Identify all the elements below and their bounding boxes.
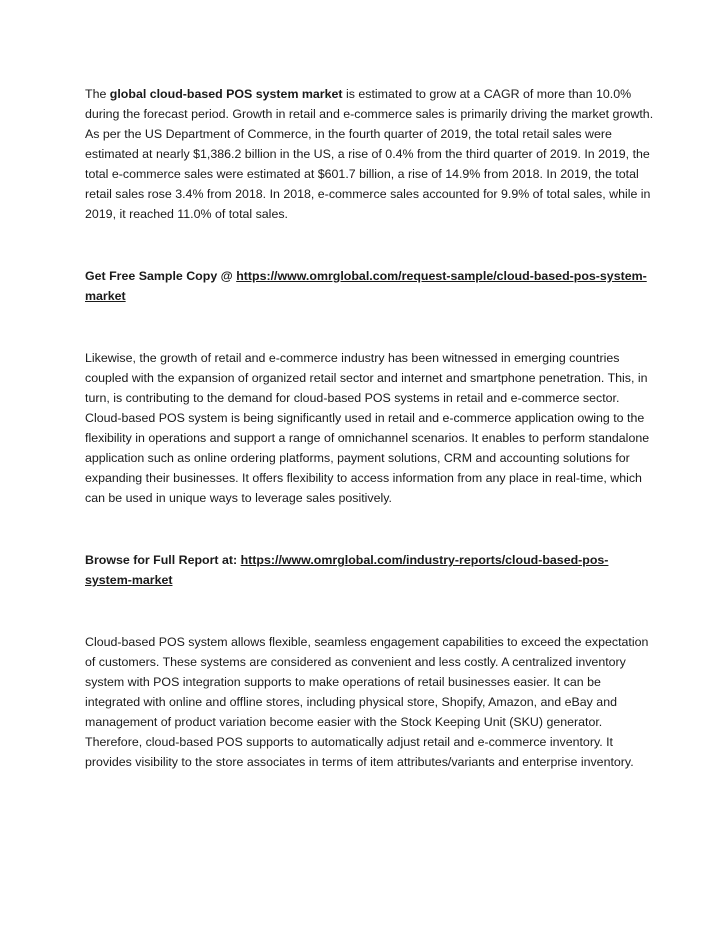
market-name-bold: global cloud-based POS system market	[109, 87, 343, 101]
intro-body: is estimated to grow at a CAGR of more than 10.0% during the forecast period. Growth in retail and e-commerce sales is primarily driving the market growth. As per the US Department of Commerce, in the fourth quarter of 2019, the total retail sales were estimated at nearly $1,386.2 billion in the US, a rise of 0.4% from the third quarter of 2019. In 2019, the total e-commerce sales were estimated at $601.7 billion, a rise of 14.9% from 2018. In 2019, the total retail sales rose 3.4% from 2018. In 2018, e-commerce sales accounted for 9.9% of total sales, while in 2019, it reached 11.0% of total sales.	[85, 87, 654, 221]
full-report-line	[85, 550, 655, 590]
document-body	[85, 84, 655, 772]
sample-copy-line	[85, 266, 655, 306]
sample-copy-link[interactable]: https://www.omrglobal.com/request-sample/cloud-based-pos-system-market	[85, 269, 647, 303]
intro-paragraph	[85, 84, 655, 224]
full-report-label: Browse for Full Report at:	[85, 553, 241, 567]
intro-lead: The	[85, 87, 110, 101]
sample-copy-label: Get Free Sample Copy @	[85, 269, 237, 283]
growth-paragraph: Likewise, the growth of retail and e-commerce industry has been witnessed in emerging countries coupled with the expansion of organized retail sector and internet and smartphone penetration. This, in turn, is contributing to the demand for cloud-based POS systems in retail and e-commerce sector. Cloud-based POS system is being significantly used in retail and e-commerce application owing to the flexibility in operations and support a range of omnichannel scenarios. It enables to perform standalone application such as online ordering platforms, payment solutions, CRM and accounting solutions for expanding their businesses. It offers flexibility to access information from any place in real-time, which can be used in unique ways to leverage sales positively.	[85, 351, 650, 505]
full-report-link[interactable]: https://www.omrglobal.com/industry-reports/cloud-based-pos-system-market	[85, 553, 609, 587]
features-paragraph: Cloud-based POS system allows flexible, seamless engagement capabilities to exceed the expectation of customers. These systems are considered as convenient and less costly. A centralized inventory system with POS integration supports to make operations of retail businesses easier. It can be integrated with online and offline stores, including physical store, Shopify, Amazon, and eBay and management of product variation become easier with the Stock Keeping Unit (SKU) generator. Therefore, cloud-based POS supports to automatically adjust retail and e-commerce inventory. It provides visibility to the store associates in terms of item attributes/variants and enterprise inventory.	[85, 635, 649, 769]
